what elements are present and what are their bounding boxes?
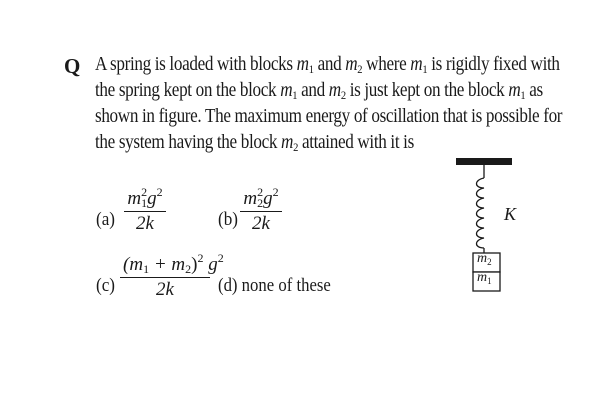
option-b-fraction [240,185,282,235]
question-label: Q [64,54,81,78]
block-m1-label: $m_1$ [477,270,492,286]
option-a-fraction [124,185,166,235]
block-m2-label: $m_2$ [477,251,492,267]
option-d-text: none of these [241,275,331,296]
question-line-1: A spring is loaded with blocks $m_1$ and $m_2$ where $m_1$ is rigidly fixed with [95,54,560,76]
option-b-denominator: 2k [252,213,270,235]
option-d [218,275,331,297]
option-b-label: (b) [218,209,238,230]
option-b-numerator: $m^2_2g^2$ [243,185,279,210]
option-a-denominator: 2k [136,213,154,235]
spring-constant-label: K [504,204,517,224]
ceiling-support [456,158,512,165]
spring-block-figure [450,150,530,300]
option-c-fraction [120,251,224,301]
option-c-label: (c) [96,275,115,296]
question-text [95,52,563,156]
option-c-denominator: 2k [156,279,174,301]
question-line-2: the spring kept on the block $m_1$ and $m_2$ is just kept on the block $m_1$ as [95,80,543,102]
option-c-numerator: $(m_1 + m_2)^2$ $g^2$ [123,251,224,276]
option-a-numerator: $m^2_1g^2$ [127,185,163,210]
question-line-4: the system having the block $m_2$ attained with it is [95,132,414,154]
option-d-label: (d) [218,275,238,296]
question-line-3: shown in figure. The maximum energy of oscillation that is possible for [95,106,563,127]
option-a-label: (a) [96,209,115,230]
spring-coil [477,165,485,253]
